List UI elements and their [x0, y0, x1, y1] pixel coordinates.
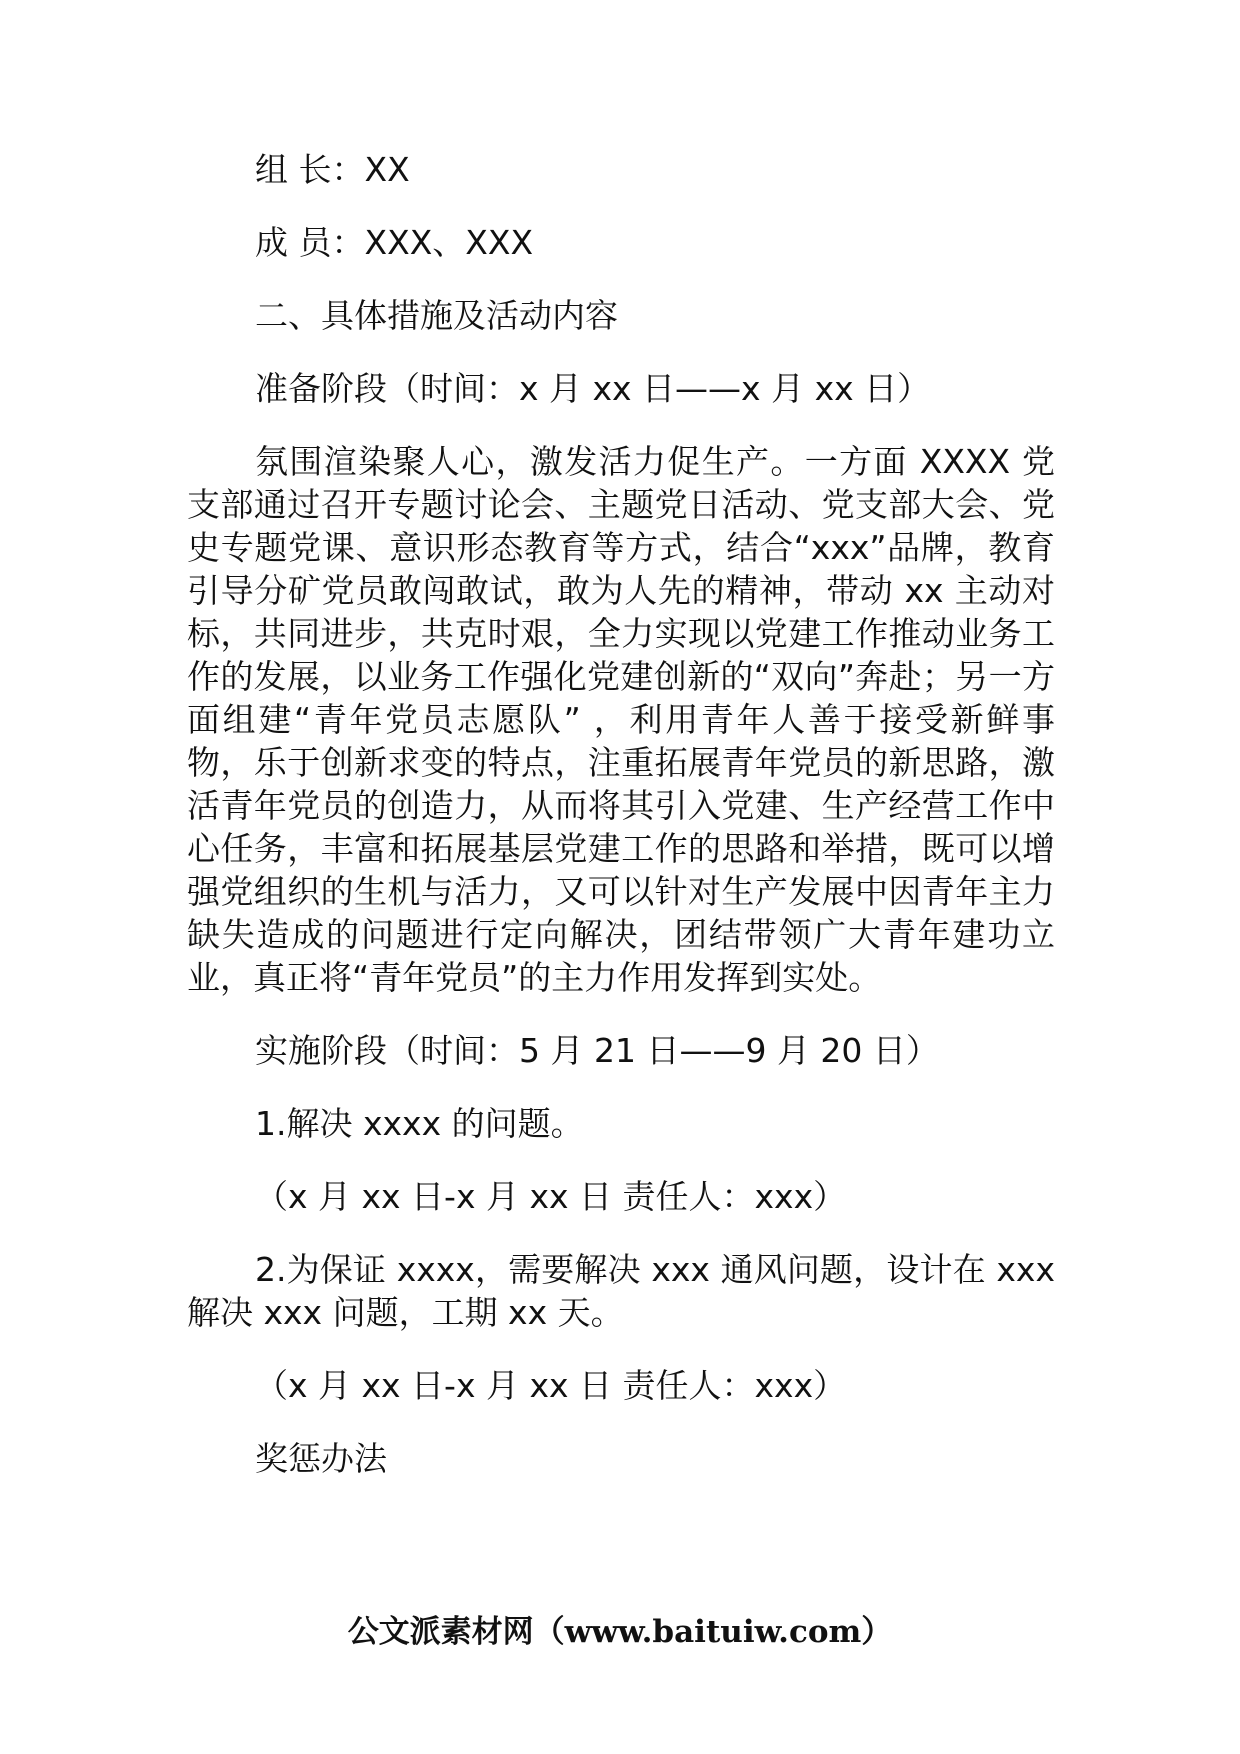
task-item-1: 1.解决 xxxx 的问题。: [255, 1104, 584, 1143]
prep-stage-heading: 准备阶段（时间：x 月 xx 日——x 月 xx 日）: [255, 369, 931, 408]
prep-stage-paragraph: 氛围渲染聚人心，激发活力促生产。一方面 XXXX 党支部通过召开专题讨论会、主题党日活动、党支部大会、党史专题党课、意识形态教育等方式，结合“xxx”品牌，教育引导分矿党员敢闯敢试，敢为人先的精神，带动 xx 主动对标，共同进步，共克时艰，全力实现以党建工作推动业务工作的发展，以业务工作强化党建创新的“双向”奔赴；另一方面组建“青年党员志愿队” ，利用青年人善于接受新鲜事物，乐于创新求变的特点，注重拓展青年党员的新思路，激活青年党员的创造力，从而将其引入党建、生产经营工作中心任务，丰富和拓展基层党建工作的思路和举措，既可以增强党组织的生机与活力，又可以针对生产发展中因青年主力缺失造成的问题进行定向解决，团结带领广大青年建功立业，真正将“青年党员”的主力作用发挥到实处。: [187, 442, 1055, 997]
document-body: [187, 148, 1055, 1510]
task-item-2-note: （x 月 xx 日-x 月 xx 日 责任人：xxx）: [255, 1366, 847, 1405]
rewards-heading: 奖惩办法: [255, 1439, 387, 1478]
task-item-1-note: （x 月 xx 日-x 月 xx 日 责任人：xxx）: [255, 1177, 847, 1216]
section-heading: 二、具体措施及活动内容: [255, 296, 618, 335]
group-leader-line: 组 长：XX: [255, 150, 410, 189]
footer-watermark-text: 公文派素材网（www.baituiw.com）: [347, 1614, 893, 1650]
members-line: 成 员：XXX、XXX: [255, 223, 534, 262]
task-item-2: 2.为保证 xxxx，需要解决 xxx 通风问题，设计在 xxx 解决 xxx 问题，工期 xx 天。: [187, 1250, 1055, 1332]
impl-stage-heading: 实施阶段（时间：5 月 21 日——9 月 20 日）: [255, 1031, 939, 1070]
